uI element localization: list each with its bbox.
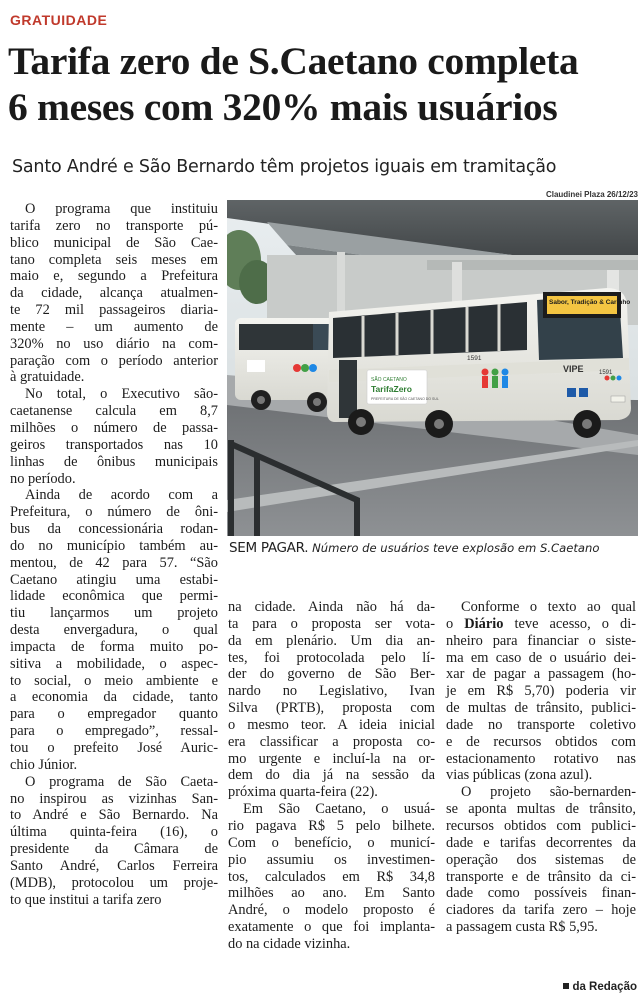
article-line: chio Júnior.: [10, 756, 78, 773]
article-line: dade e tarifas decorrentes da: [446, 834, 636, 851]
article-line: Conforme o texto ao qual: [461, 599, 636, 615]
article-line: Com o benefício, o municí-: [228, 834, 435, 851]
article-line: bus da concessionária rodan-: [10, 521, 218, 538]
article-line: o Diário teve acesso, o di-: [446, 615, 636, 632]
article-line: exatamente o que foi implanta-: [228, 919, 435, 936]
article-line: operação dos sistemas de: [446, 851, 636, 868]
article-line: dade como possíveis finan-: [446, 885, 636, 902]
article-line: geiros transportados nas 10: [10, 436, 218, 453]
headline: [8, 38, 638, 130]
bus-operator: VIPE: [563, 364, 584, 374]
photo-credit: Claudinei Plaza 26/12/23: [545, 190, 638, 199]
article-line: te 72 mil passageiros diaria-: [10, 302, 218, 319]
bus-photo: [227, 200, 638, 536]
article-line: mentou, de 42 para 57. “São: [10, 554, 218, 571]
article-line: caetanense calcula em 8,7: [10, 403, 218, 420]
article-line: maio e, segundo a Prefeitura: [10, 268, 218, 285]
article-line: O programa de São Caeta-: [25, 773, 218, 790]
main-bus: [327, 288, 631, 438]
article-line: presidente da Câmara de: [10, 841, 218, 858]
byline-square-icon: [563, 983, 569, 989]
article-line: to social, o meio ambiente e: [10, 672, 218, 689]
article-line: do no município também au-: [10, 537, 218, 554]
section-tag: GRATUIDADE: [10, 12, 108, 28]
article-line: nardo no Legislativo, Ivan: [228, 683, 435, 700]
article-line: e de recursos obtidos com: [446, 733, 636, 750]
article-line: se aponta multas de trânsito,: [446, 801, 636, 818]
article-line: vias públicas (zona azul).: [446, 767, 593, 784]
article-line: estacionamento rotativo nas: [446, 750, 636, 767]
bus-number: 1591: [467, 355, 482, 362]
article-line: je em R$ 5,70) poderia vir: [446, 683, 636, 700]
article-line: o mesmo teor. A ideia inicial: [228, 716, 435, 733]
article-line: para o empregador quanto: [10, 706, 218, 723]
article-line: paração com o período anterior: [10, 352, 218, 369]
caption-text: Número de usuários teve explosão em S.Caetano: [312, 541, 600, 555]
article-line: tes, foi protocolada pelo lí-: [228, 649, 435, 666]
article-line: Em São Caetano, o usuá-: [243, 801, 435, 818]
headline-line-2: 6 meses com 320% mais usuários: [8, 85, 558, 129]
article-line: dem do dia já na sessão da: [228, 767, 435, 784]
article-line: ta para o proposta ser vota-: [228, 615, 435, 632]
article-line: Prefeitura, o número de ôni-: [10, 504, 218, 521]
article-line: Santo André, Carlos Ferreira: [10, 857, 218, 874]
article-line: tou o prefeito José Auric-: [10, 740, 218, 756]
article-line: mo urgente e incluí-la na or-: [228, 750, 435, 767]
article-line: ciadores da tarifa zero – hoje: [446, 902, 636, 919]
caption-lead: SEM PAGAR.: [229, 540, 309, 556]
bus-front-sign: Sabor, Tradição & Carinho: [549, 299, 631, 306]
article-line: Silva (PRTB), proposta com: [228, 700, 435, 717]
article-line: tiu lançarmos um projeto: [10, 605, 218, 622]
bus-side-brand: TarifaZero: [371, 384, 412, 394]
article-line: da em plenário. Um dia an-: [228, 632, 435, 649]
article-line: 320% no uso diário na com-: [10, 335, 218, 352]
article-line: André, o modelo proposto é: [228, 902, 435, 919]
bus-rear-number: 1591: [599, 370, 613, 376]
photo-caption: [229, 540, 639, 556]
article-line: ma em caso de o usuário dei-: [446, 649, 636, 666]
background-bus: [235, 318, 335, 412]
article-line: der do governo de São Ber-: [228, 666, 435, 683]
article-line: pio assumiu os investimen-: [228, 851, 435, 868]
article-line: No total, o Executivo são-: [25, 386, 218, 403]
article-line: lidade econômica que permi-: [10, 588, 218, 605]
byline-text: da Redação: [572, 981, 637, 993]
byline: [563, 981, 637, 993]
article-line: transporte e de trânsito da ci-: [446, 868, 636, 885]
article-line: O projeto são-bernarden-: [461, 784, 636, 801]
article-line: tano completa seis meses em: [10, 251, 218, 268]
subheadline: Santo André e São Bernardo têm projetos iguais em tramitação: [12, 157, 557, 177]
article-line: desta envergadura, o qual: [10, 622, 218, 639]
article-line: linhas de ônibus municipais: [10, 453, 218, 470]
article-line: (MDB), protocolou um proje-: [10, 874, 218, 891]
article-line: Ainda de acordo com a: [25, 487, 218, 504]
article-line: do na cidade vizinha.: [228, 935, 351, 952]
article-line: a passagem custa R$ 5,95.: [446, 919, 598, 936]
article-line: na cidade. Ainda não há da-: [228, 599, 435, 615]
headline-line-1: Tarifa zero de S.Caetano completa: [8, 39, 579, 83]
bus-people-logo: [482, 369, 509, 389]
article-line: recursos obtidos com publici-: [446, 817, 636, 834]
article-line: tos, calculados em R$ 34,8: [228, 868, 435, 885]
article-line: to André e São Bernardo. Na: [10, 807, 218, 824]
article-line: rio pagava R$ 5 pelo bilhete.: [228, 817, 435, 834]
article-column-2: [228, 599, 435, 953]
article-line: à gratuidade.: [10, 369, 85, 386]
article-line: no período.: [10, 470, 76, 487]
article-line: sitiva a mobilidade, o aspec-: [10, 655, 218, 672]
article-line: da cidade, alcança atualmen-: [10, 285, 218, 302]
article-line: O programa que instituiu: [25, 201, 218, 217]
bus-side-tagline: PREFEITURA DE SÃO CAETANO DO SUL: [371, 397, 439, 401]
article-line: de multas de trânsito, publici-: [446, 700, 636, 717]
article-column-1: [10, 201, 218, 908]
article-line: blico municipal de São Cae-: [10, 234, 218, 251]
article-line: nheiro para financiar o siste-: [446, 632, 636, 649]
article-line: a economia da cidade, tanto: [10, 689, 218, 706]
article-line: tarifa zero no transporte pú-: [10, 217, 218, 234]
article-line: milhões o número de passa-: [10, 419, 218, 436]
article-line: para o empregado”, ressal-: [10, 723, 218, 740]
article-line: mente – um aumento de: [10, 318, 218, 335]
article-line: to que institui a tarifa zero: [10, 891, 162, 908]
article-line: xar de pagar a passagem (ho-: [446, 666, 636, 683]
article-line: última quinta-feira (16), o: [10, 824, 218, 841]
article-line: impacta de forma muito po-: [10, 638, 218, 655]
bus-side-city: SÃO CAETANO: [371, 377, 407, 383]
article-column-3: [446, 599, 636, 936]
article-line: Caetano atingiu uma estabi-: [10, 571, 218, 588]
article-line: próxima quarta-feira (22).: [228, 784, 378, 801]
article-line: era classificar a proposta co-: [228, 733, 435, 750]
article-line: milhões ao ano. Em Santo: [228, 885, 435, 902]
article-line: dade no transporte coletivo: [446, 716, 636, 733]
article-line: no inspirou as vizinhas San-: [10, 790, 218, 807]
